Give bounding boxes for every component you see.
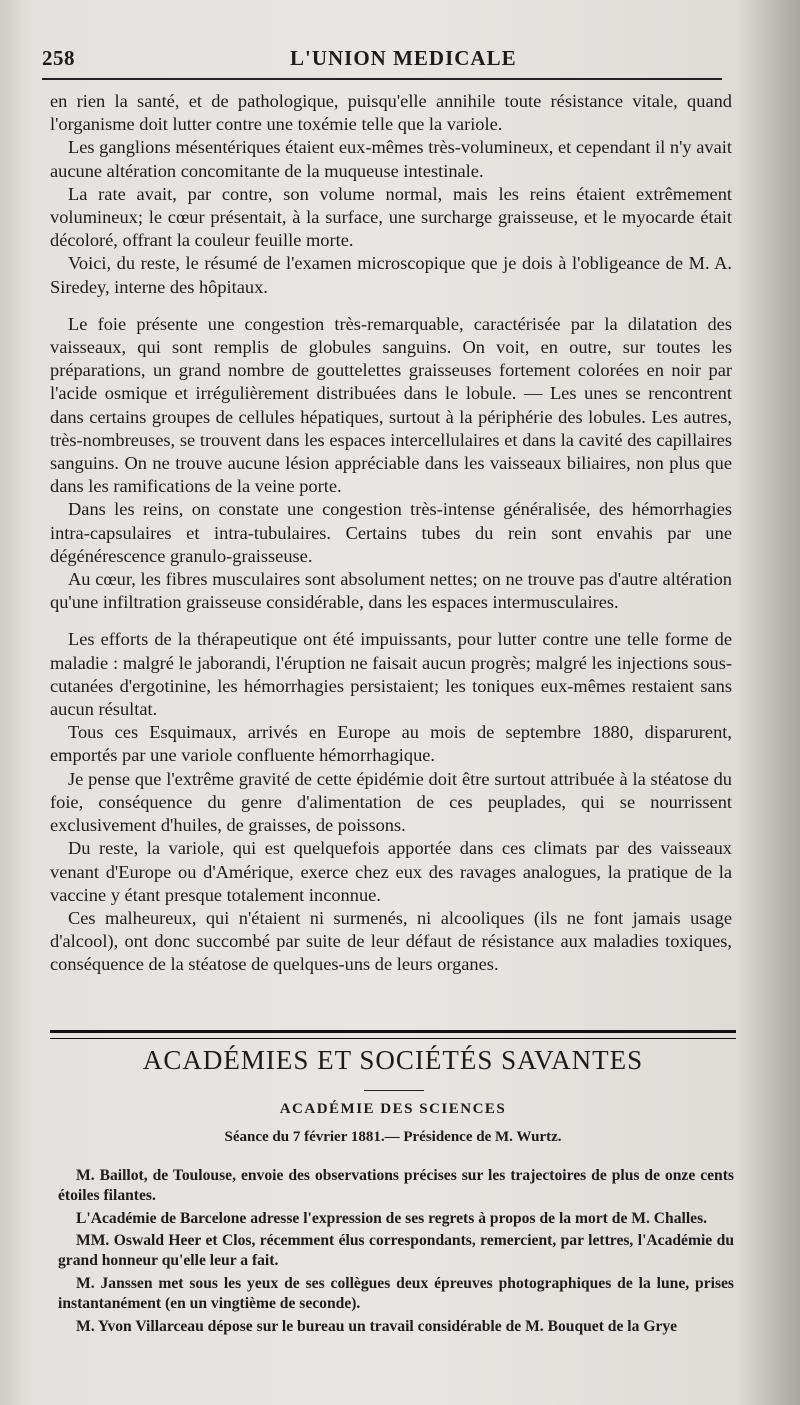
minutes-entry: M. Yvon Villarceau dépose sur le bureau un travail considérable de M. Bouquet de la Grye [76,1317,678,1335]
minutes-entry: L'Académie de Barcelone adresse l'expression de ses regrets à propos de la mort de M. Challes. [76,1209,708,1227]
paragraph: Au cœur, les fibres musculaires sont absolument nettes; on ne trouve pas d'autre altération qu'une infiltration graisseuse considérable, dans les espaces intermusculaires. [50,569,732,613]
paragraph: Du reste, la variole, qui est quelquefois apportée dans ces climats par des vaisseaux venant d'Europe ou d'Amérique, exerce chez eux des ravages analogues, la pratique de la vaccine y étant presque totalement inconnue. [50,838,732,905]
paragraph: Voici, du reste, le résumé de l'examen microscopique que je dois à l'obligeance de M. A. Siredey, interne des hôpitaux. [50,253,732,297]
paragraph: La rate avait, par contre, son volume normal, mais les reins étaient extrêmement volumineux; le cœur présentait, à la surface, une surcharge graisseuse, et le myocarde était décoloré, offrant la couleur feuille morte. [50,183,732,251]
minutes-entry: M. Janssen met sous les yeux de ses collègues deux épreuves photographiques de la lune, prises instantanément (en un vingtième de seconde). [58,1274,734,1312]
journal-title: L'UNION MEDICALE [290,46,517,70]
session-line: Séance du 7 février 1881.— Présidence de M. Wurtz. [224,1129,562,1145]
paragraph: Tous ces Esquimaux, arrivés en Europe au mois de septembre 1880, disparurent, emportés par une variole confluente hémorrhagique. [50,722,732,766]
session-minutes [58,1166,734,1339]
paragraph: Les efforts de la thérapeutique ont été impuissants, pour lutter contre une telle forme de maladie : malgré le jaborandi, l'éruption ne faisait aucun progrès; malgré les injections sous-cutanées d'ergotinine, les hémorrhagies persistaient; les toniques eux-mêmes restaient sans aucun résultat. [50,629,732,720]
section-title: ACADÉMIES ET SOCIÉTÉS SAVANTES [142,1045,644,1075]
section-divider [50,1030,736,1039]
paragraph: Je pense que l'extrême gravité de cette épidémie doit être surtout attribuée à la stéatose du foie, conséquence du genre d'alimentation de ces peuplades, qui se nourrissent exclusivement d'huiles, de graisses, de poissons. [50,768,732,836]
paragraph: Les ganglions mésentériques étaient eux-mêmes très-volumineux, et cependant il n'y avait aucune altération concomitante de la muqueuse intestinale. [50,137,732,181]
paragraph: en rien la santé, et de pathologique, puisqu'elle annihile toute résistance vitale, quand l'organisme doit lutter contre une toxémie telle que la variole. [50,91,732,135]
title-rule [364,1090,424,1091]
subsection-title: ACADÉMIE DES SCIENCES [279,1101,507,1117]
article-body [50,90,732,977]
running-header [42,46,732,74]
paragraph: Ces malheureux, qui n'étaient ni surmenés, ni alcooliques (ils ne font jamais usage d'alcool), ont donc succombé par suite de leur défaut de résistance aux maladies toxiques, conséquence de la stéatose de quelques-uns de leurs organes. [50,907,732,975]
minutes-entry: M. Baillot, de Toulouse, envoie des observations précises sur les trajectoires de plus de onze cents étoiles filantes. [58,1167,734,1204]
minutes-entry: MM. Oswald Heer et Clos, récemment élus correspondants, remercient, par lettres, l'Académie du grand honneur qu'elle leur a fait. [58,1232,734,1270]
paragraph: Dans les reins, on constate une congestion très-intense généralisée, des hémorrhagies intra-capsulaires et intra-tubulaires. Certains tubes du rein sont envahis par une dégénérescence granulo-graisseuse. [50,499,732,566]
paragraph: Le foie présente une congestion très-remarquable, caractérisée par la dilatation des vaisseaux, qui sont remplis de globules sanguins. On voit, en outre, sur toutes les préparations, un grand nombre de gouttelettes graisseuses fortement colorées en noir par l'acide osmique et irrégulièrement distribuées dans le lobule. — Les unes se rencontrent dans certains groupes de cellules hépatiques, surtout à la périphérie des lobules. Les autres, très-nombreuses, se trouvent dans les espaces intercellulaires et dans la cavité des capillaires sanguins. On ne trouve aucune lésion appréciable dans les vaisseaux biliaires, non plus que dans les ramifications de la veine porte. [50,313,732,497]
page-number: 258 [42,46,75,70]
header-rule [42,78,722,80]
